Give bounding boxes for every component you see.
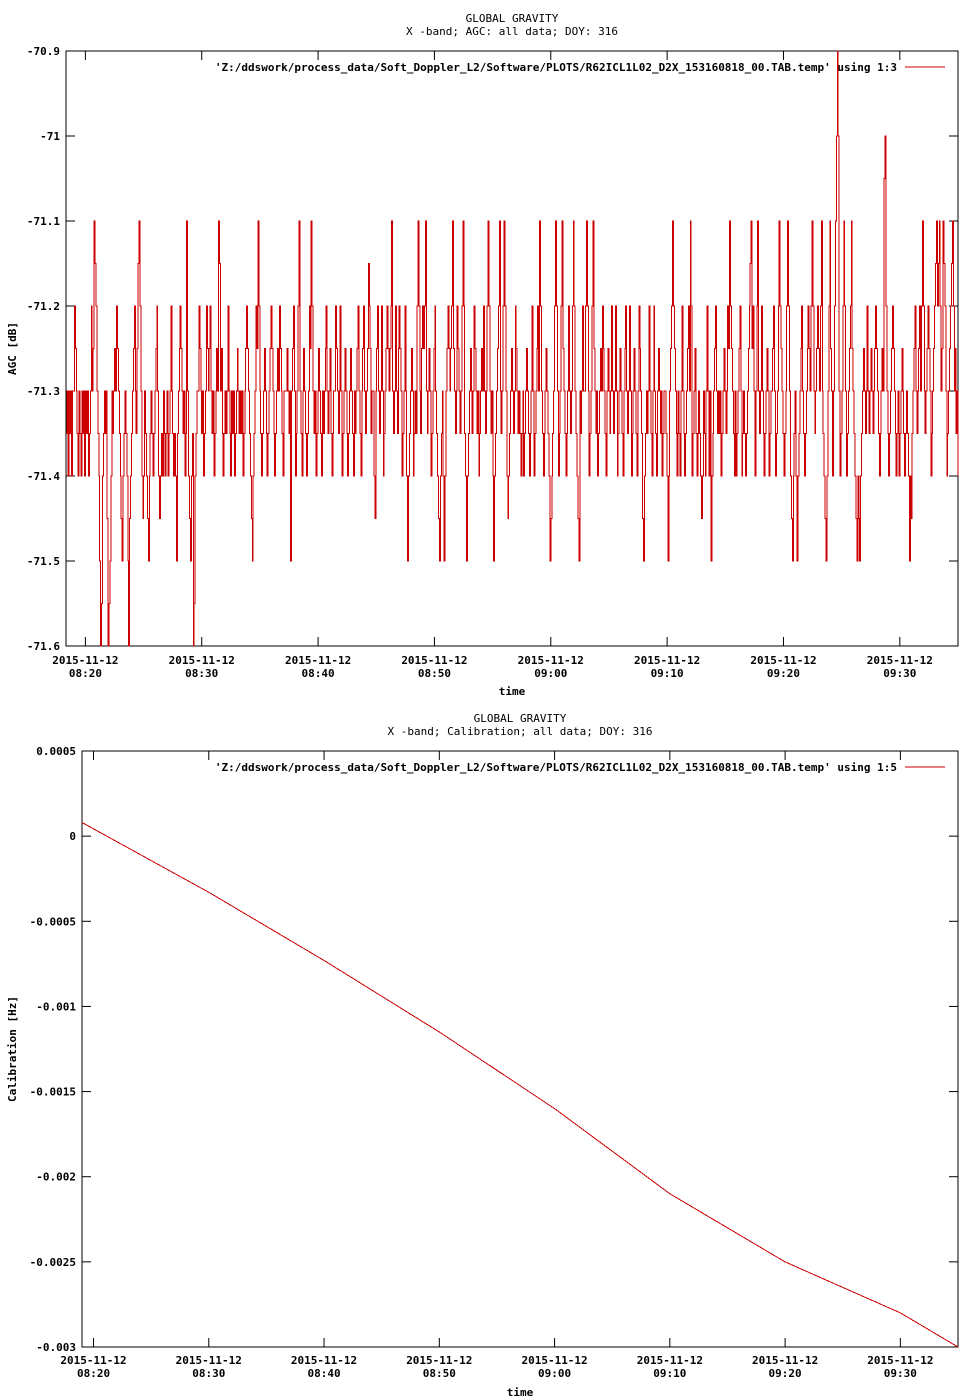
- chart-subtitle: X -band; AGC: all data; DOY: 316: [406, 25, 618, 38]
- chart-title: GLOBAL GRAVITY: [473, 712, 567, 725]
- x-tick-date-label: 2015-11-12: [866, 654, 933, 667]
- x-tick-time-label: 08:30: [192, 1367, 226, 1380]
- legend-label: 'Z:/ddswork/process_data/Soft_Doppler_L2/Software/PLOTS/R62ICL1L02_D2X_153160818_00.TAB.temp' using 1:3: [214, 61, 897, 74]
- y-axis-label: AGC [dB]: [6, 322, 19, 375]
- y-tick-label: -0.0015: [29, 1085, 76, 1099]
- y-tick-label: -0.001: [36, 1000, 76, 1014]
- x-tick-time-label: 08:20: [76, 1367, 111, 1380]
- x-tick-date-label: 2015-11-12: [750, 654, 817, 667]
- y-tick-label: -0.0025: [29, 1255, 76, 1269]
- x-tick-time-label: 08:40: [301, 667, 335, 680]
- x-tick-date-label: 2015-11-12: [284, 654, 352, 667]
- x-tick-date-label: 2015-11-12: [634, 654, 701, 667]
- y-tick-label: -71.1: [26, 215, 60, 228]
- x-axis-label: time: [498, 685, 526, 698]
- x-tick-date-label: 2015-11-12: [517, 654, 584, 667]
- y-tick-label: -70.9: [26, 45, 60, 58]
- x-tick-date-label: 2015-11-12: [867, 1354, 934, 1367]
- y-tick-label: 0.0005: [36, 745, 76, 758]
- y-tick-label: -71.5: [26, 555, 60, 568]
- x-tick-time-label: 09:10: [650, 667, 684, 680]
- x-tick-date-label: 2015-11-12: [168, 654, 235, 667]
- y-tick-label: -0.0005: [29, 915, 76, 929]
- x-tick-date-label: 2015-11-12: [636, 1354, 703, 1367]
- y-tick-label: -71.2: [26, 300, 60, 313]
- x-axis-label: time: [506, 1386, 534, 1399]
- x-tick-time-label: 08:50: [417, 667, 451, 680]
- y-tick-label: -71.6: [26, 640, 60, 653]
- x-tick-time-label: 08:50: [422, 1367, 456, 1380]
- series-line: [66, 51, 958, 646]
- x-tick-time-label: 09:20: [768, 1367, 802, 1380]
- x-tick-date-label: 2015-11-12: [60, 1354, 127, 1367]
- x-tick-time-label: 09:10: [653, 1367, 687, 1380]
- x-tick-time-label: 09:00: [538, 1367, 572, 1380]
- x-tick-date-label: 2015-11-12: [52, 654, 119, 667]
- x-tick-date-label: 2015-11-12: [751, 1354, 819, 1367]
- y-tick-label: -0.002: [36, 1170, 76, 1184]
- chart-title: GLOBAL GRAVITY: [465, 12, 559, 25]
- y-axis-label: Calibration [Hz]: [6, 996, 19, 1102]
- y-tick-label: -71: [40, 130, 60, 143]
- x-tick-time-label: 08:30: [185, 667, 219, 680]
- y-tick-label: -0.003: [36, 1341, 76, 1354]
- x-tick-date-label: 2015-11-12: [175, 1354, 242, 1367]
- chart-2: [6, 712, 958, 1399]
- y-tick-label: 0: [69, 830, 76, 844]
- plot-frame: [82, 751, 958, 1347]
- x-tick-time-label: 08:40: [307, 1367, 341, 1380]
- x-tick-time-label: 08:20: [68, 667, 102, 680]
- x-tick-time-label: 09:00: [534, 667, 568, 680]
- x-tick-date-label: 2015-11-12: [521, 1354, 588, 1367]
- legend-label: 'Z:/ddswork/process_data/Soft_Doppler_L2/Software/PLOTS/R62ICL1L02_D2X_153160818_00.TAB.temp' using 1:5: [214, 761, 897, 774]
- x-tick-time-label: 09:20: [766, 667, 801, 680]
- y-tick-label: -71.4: [26, 470, 60, 483]
- x-tick-time-label: 09:30: [883, 667, 917, 680]
- y-tick-label: -71.3: [26, 385, 60, 398]
- x-tick-date-label: 2015-11-12: [401, 654, 468, 667]
- x-tick-date-label: 2015-11-12: [406, 1354, 473, 1367]
- chart-subtitle: X -band; Calibration; all data; DOY: 316: [387, 725, 653, 738]
- series-line: [82, 823, 958, 1348]
- x-tick-time-label: 09:30: [883, 1367, 917, 1380]
- chart-1: [6, 12, 958, 698]
- x-tick-date-label: 2015-11-12: [290, 1354, 358, 1367]
